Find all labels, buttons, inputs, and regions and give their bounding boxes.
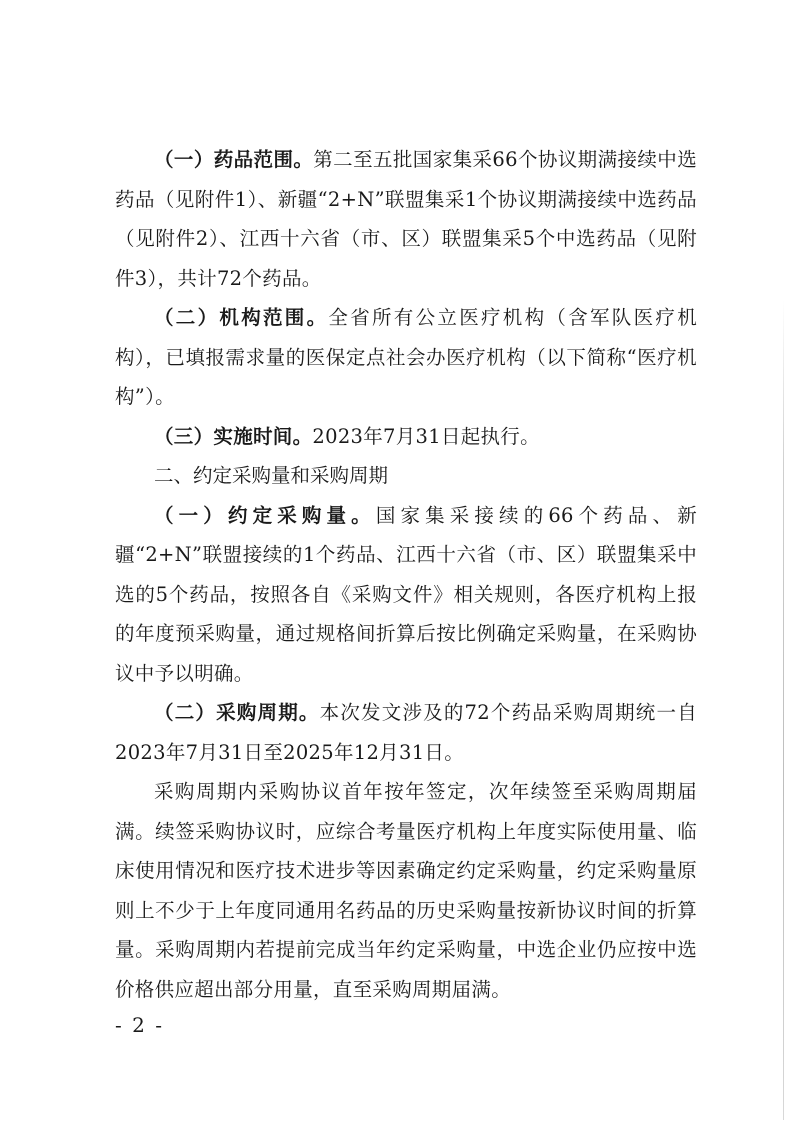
scan-edge-line: [783, 300, 784, 1120]
document-body: [115, 140, 697, 1009]
text-agreed-volume: 国家集采接续的66个药品、新疆“2+N”联盟接续的1个药品、江西十六省（市、区）联盟集采中选的5个药品，按照各自《采购文件》相关规则，各医疗机构上报的年度预采购量，通过规格间折算后按比例确定采购量，在采购协议中予以明确。: [115, 503, 698, 685]
text-institution-scope: 全省所有公立医疗机构（含军队医疗机构），已填报需求量的医保定点社会办医疗机构（以下简称“医疗机构”）。: [115, 306, 697, 408]
text-procurement-cycle: 本次发文涉及的72个药品采购周期统一自2023年7月31日至2025年12月31日。: [115, 701, 697, 764]
text-drug-scope: 第二至五批国家集采66个协议期满接续中选药品（见附件1）、新疆“2+N”联盟集采1个协议期满接续中选药品（见附件2）、江西十六省（市、区）联盟集采5个中选药品（见附件3），共计72个药品。: [115, 148, 697, 290]
paragraph-procurement-cycle: [115, 693, 697, 772]
lead-agreed-volume: （一）约定采购量。: [154, 503, 376, 527]
paragraph-closing: 采购周期内采购协议首年按年签定，次年续签至采购周期届满。续签采购协议时，应综合考量医疗机构上年度实际使用量、临床使用情况和医疗技术进步等因素确定约定采购量，约定采购量原则上不少于上年度同通用名药品的历史采购量按新协议时间的折算量。采购周期内若提前完成当年约定采购量，中选企业仍应按中选价格供应超出部分用量，直至采购周期届满。: [115, 780, 697, 1001]
lead-implementation-time: （三）实施时间。: [154, 424, 313, 448]
section-heading-2: 二、约定采购量和采购周期: [154, 464, 389, 487]
lead-procurement-cycle: （二）采购周期。: [154, 701, 320, 724]
page-number: - 2 -: [115, 1013, 164, 1037]
paragraph-drug-scope: [115, 140, 697, 298]
paragraph-agreed-volume: [115, 496, 697, 694]
text-implementation-time: 2023年7月31日起执行。: [312, 424, 540, 448]
paragraph-implementation-time: [115, 417, 697, 457]
lead-institution-scope: （二）机构范围。: [154, 306, 329, 329]
paragraph-institution-scope: [115, 298, 697, 417]
lead-drug-scope: （一）药品范围。: [154, 148, 314, 171]
